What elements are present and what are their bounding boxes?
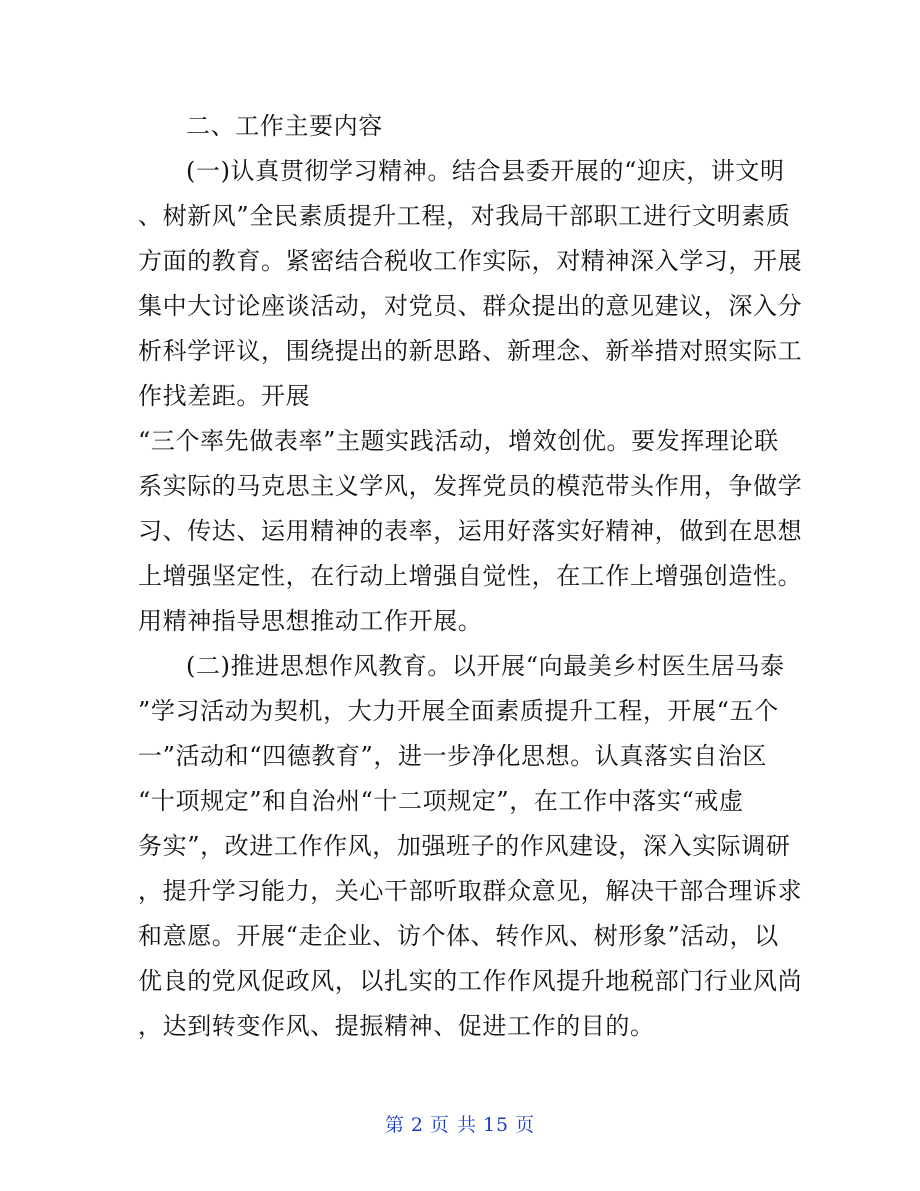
paragraph-1-line: 作找差距。开展	[138, 382, 311, 410]
paragraph-2-line: ”学习活动为契机，大力开展全面素质提升工程，开展“五个	[138, 697, 779, 725]
paragraph-1-line: “三个率先做表率”主题实践活动，增效创优。要发挥理论联	[138, 427, 779, 455]
paragraph-1-line: 习、传达、运用精神的表率，运用好落实好精神，做到在思想	[138, 517, 803, 545]
paragraph-2-line: ，提升学习能力，关心干部听取群众意见，解决干部合理诉求	[138, 877, 803, 905]
paragraph-2-line: 务实”，改进工作作风，加强班子的作风建设，深入实际调研	[138, 832, 791, 860]
total-page-count: 15	[482, 1114, 510, 1136]
paragraph-1-line: 用精神指导思想推动工作开展。	[138, 607, 483, 635]
footer-prefix: 第	[384, 1114, 405, 1136]
paragraph-2-line: ，达到转变作风、提振精神、促进工作的目的。	[138, 1012, 655, 1040]
paragraph-2-line: 一”活动和“四德教育”，进一步净化思想。认真落实自治区	[138, 742, 768, 770]
paragraph-1-line: 上增强坚定性，在行动上增强自觉性，在工作上增强创造性。	[138, 562, 803, 590]
document-body	[138, 104, 803, 1049]
section-heading: 二、工作主要内容	[186, 112, 383, 140]
page-number-footer	[0, 1110, 920, 1137]
paragraph-1-line: (一)认真贯彻学习精神。结合县委开展的“迎庆，讲文明	[186, 157, 785, 185]
paragraph-2-line: 和意愿。开展“走企业、访个体、转作风、树形象”活动，以	[138, 922, 779, 950]
paragraph-1-line: 方面的教育。紧密结合税收工作实际，对精神深入学习，开展	[138, 247, 803, 275]
paragraph-2-line: 优良的党风促政风，以扎实的工作作风提升地税部门行业风尚	[138, 967, 803, 995]
paragraph-2-line: “十项规定”和自治州“十二项规定”，在工作中落实“戒虚	[138, 787, 744, 815]
paragraph-2-line: (二)推进思想作风教育。以开展“向最美乡村医生居马泰	[186, 652, 785, 680]
footer-middle: 页 共	[429, 1114, 477, 1136]
current-page-number: 2	[410, 1114, 424, 1136]
paragraph-1-line: 、树新风”全民素质提升工程，对我局干部职工进行文明素质	[138, 202, 791, 230]
paragraph-1-line: 集中大讨论座谈活动，对党员、群众提出的意见建议，深入分	[138, 292, 803, 320]
footer-suffix: 页	[515, 1114, 536, 1136]
paragraph-1-line: 析科学评议，围绕提出的新思路、新理念、新举措对照实际工	[138, 337, 803, 365]
paragraph-1-line: 系实际的马克思主义学风，发挥党员的模范带头作用，争做学	[138, 472, 803, 500]
